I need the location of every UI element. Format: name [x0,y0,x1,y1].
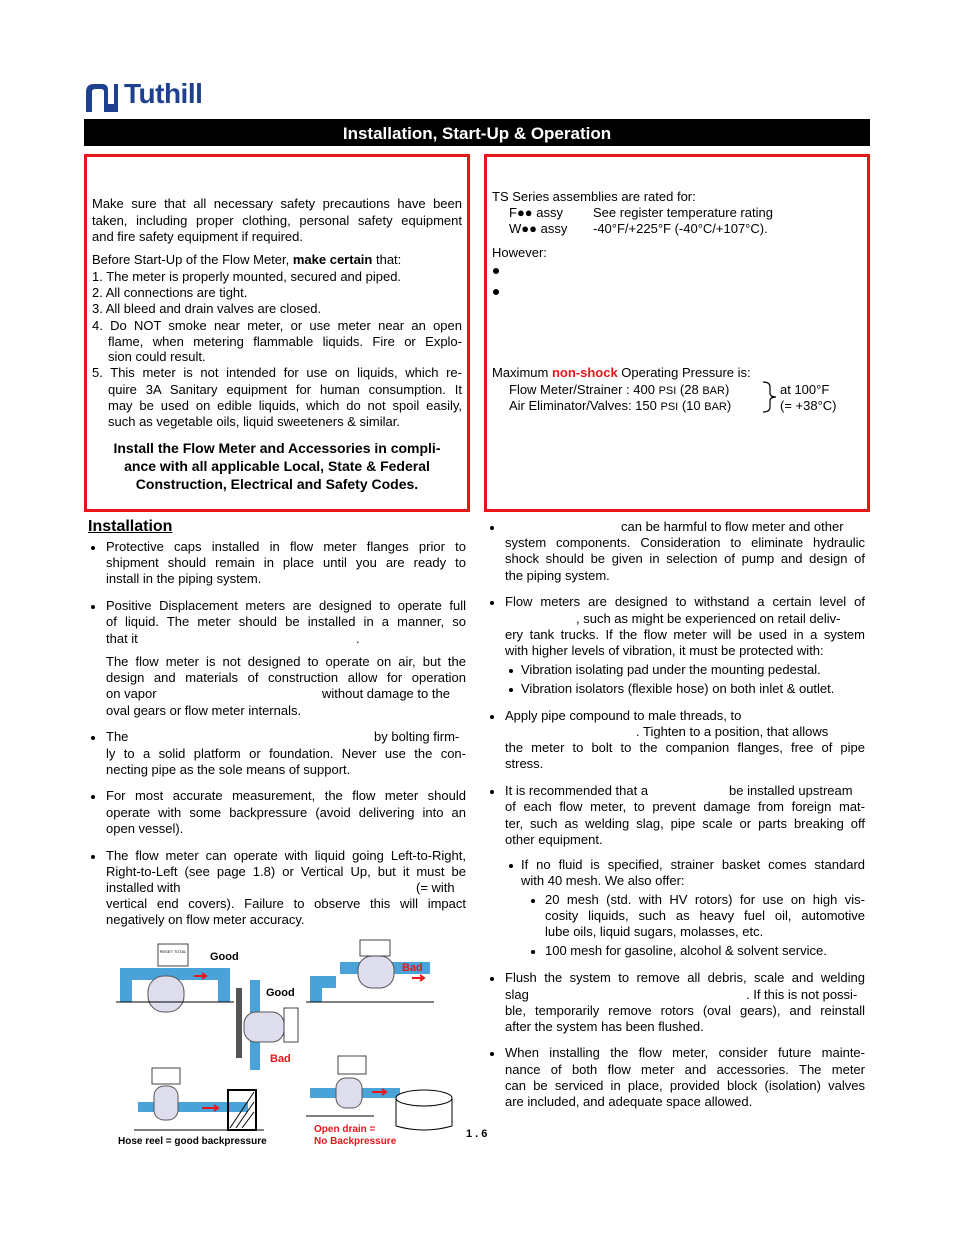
installation-heading: Installation [88,518,173,535]
bullet-icon [490,715,494,719]
bad-inverted-install [306,940,434,1002]
bullet-icon [509,688,513,692]
svg-text:RESET TOTAL: RESET TOTAL [159,949,187,954]
good-horizontal-install [116,944,239,1012]
svg-text:Good: Good [210,951,239,963]
brand-name: Tuthill [124,78,203,109]
tuthill-logo [84,80,234,114]
bullet-icon [493,268,499,274]
section-banner: Installation, Start-Up & Operation [84,119,870,146]
bullet-icon [509,669,513,673]
brace-icon [760,381,780,413]
air-eliminator-pressure: Air Eliminator/Valves: 150 PSI (10 BAR) [509,398,732,413]
installation-diagram [114,938,454,1150]
bullet-icon [490,526,494,530]
bullet-icon [509,864,513,868]
bullet-icon [490,601,494,605]
good-vertical-install [236,980,298,1070]
svg-text:Bad: Bad [270,1053,291,1065]
svg-text:No Backpressure: No Backpressure [314,1136,397,1147]
tuthill-mark-icon [84,80,120,114]
bullet-icon [490,977,494,981]
before-startup-line: Before Start-Up of the Flow Meter, make certain that: [92,252,402,267]
bullet-icon [91,605,95,609]
svg-text:Open drain =: Open drain = [314,1124,376,1135]
bullet-icon [91,546,95,550]
max-pressure-line: Maximum non-shock Operating Pressure is: [492,365,751,380]
svg-text:Hose reel = good backpressure: Hose reel = good backpressure [118,1136,267,1147]
page-number: 1 . 6 [466,1128,488,1140]
bullet-icon [91,855,95,859]
hose-reel-install [118,1068,267,1147]
bullet-icon [493,289,499,295]
bullet-icon [490,790,494,794]
bullet-icon [531,950,535,954]
flow-meter-pressure: Flow Meter/Strainer : 400 PSI (28 BAR) [509,382,730,397]
bullet-icon [490,1052,494,1056]
svg-text:Bad: Bad [402,962,423,974]
bullet-icon [91,736,95,740]
bullet-icon [531,899,535,903]
open-drain-install [306,1056,452,1147]
svg-text:Good: Good [266,987,295,999]
bullet-icon [91,795,95,799]
